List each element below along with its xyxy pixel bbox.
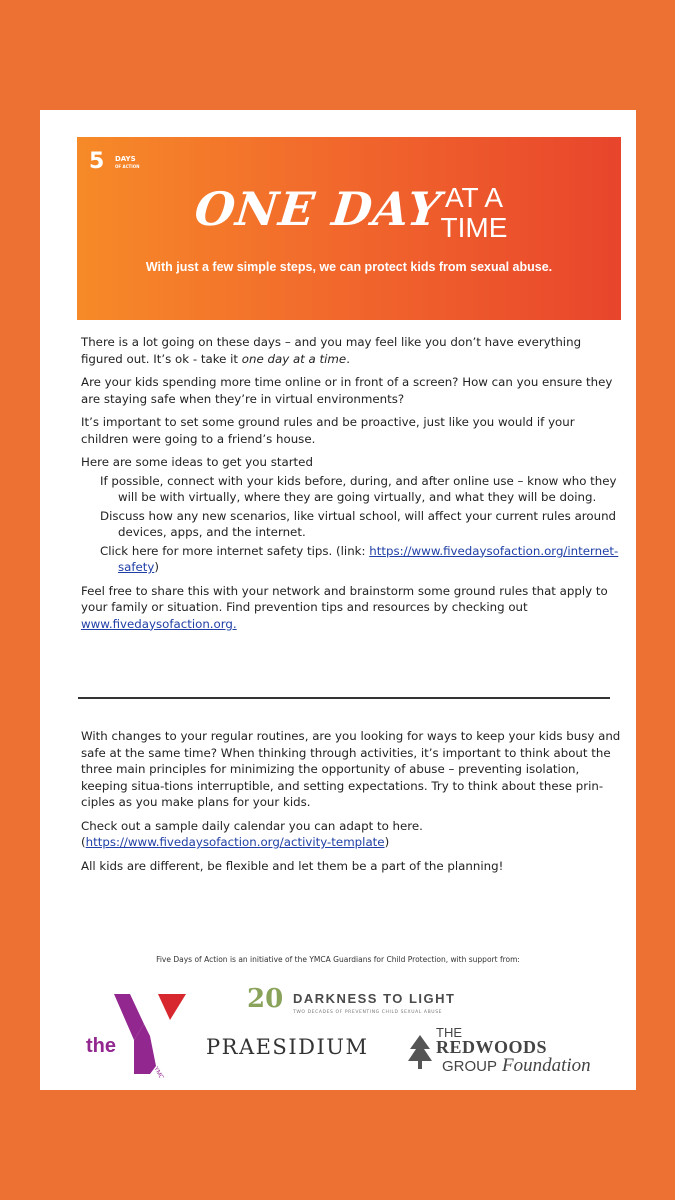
routines-paragraph: With changes to your regular routines, are you looking for ways to keep your kids busy and safe at the same time? When thinking through activities, it’s important to think about the three main principles for minimizing the opportunity of abuse – preventing isolation, keeping situa-tions interruptible, and setting expectations. Try to think about these prin-ciples as you make plans for your kids.: [81, 729, 621, 809]
ideas-heading: Here are some ideas to get you started: [81, 455, 313, 469]
d2l-years: 20: [247, 984, 284, 1014]
ground-rules-paragraph: It’s important to set some ground rules and be proactive, just like you would if your children were going to a friend’s house.: [81, 415, 575, 446]
redwoods-logo: [408, 1025, 618, 1085]
section-online-safety: [81, 334, 621, 639]
divider: [78, 697, 610, 699]
d2l-name: DARKNESS TO LIGHT: [293, 991, 456, 1006]
share-paragraph: Feel free to share this with your network and brainstorm some ground rules that apply to your family or situation. Find prevention tips and resources by checking out www.fivedaysofaction.org.: [81, 583, 608, 631]
screen-time-paragraph: Are your kids spending more time online or in front of a screen? How can you ensure they are staying safe when they’re in virtual environments?: [81, 375, 613, 406]
title-at-a-time: [429, 183, 519, 243]
activity-template-link[interactable]: https://www.fivedaysofaction.org/activity-template: [85, 835, 385, 849]
redwoods-name: REDWOODS: [436, 1037, 548, 1057]
list-item: Click here for more internet safety tips. (link: https://www.fivedaysofaction.org/internet-safety): [100, 543, 619, 574]
ymca-logo: [86, 988, 196, 1078]
internet-safety-link[interactable]: https://www.fivedaysofaction.org/internet-safety: [118, 543, 619, 574]
fivedays-link[interactable]: www.fivedaysofaction.org.: [81, 616, 237, 631]
tree-icon: [408, 1035, 432, 1071]
sponsor-footer-text: Five Days of Action is an initiative of the YMCA Guardians for Child Protection, with support from:: [156, 955, 520, 964]
flyer-document: [40, 110, 636, 1090]
ymca-the: the: [86, 1035, 116, 1057]
title-time: TIME: [440, 212, 508, 243]
days-number: 5: [89, 149, 105, 174]
ymca-y-icon: [86, 988, 196, 1078]
redwoods-group: GROUP: [442, 1058, 498, 1075]
intro-paragraph: There is a lot going on these days – and you may feel like you don’t have everything figured out. It’s ok - take it one day at a time.: [81, 335, 582, 366]
days-sub: OF ACTION: [115, 164, 140, 169]
title-one-day: ONE DAY: [192, 182, 445, 236]
redwoods-the: THE: [436, 1025, 462, 1040]
praesidium-logo: PRAESIDIUM: [206, 1035, 369, 1059]
title-at-a: AT A: [444, 182, 504, 213]
five-days-logo: [89, 149, 140, 174]
tagline: With just a few simple steps, we can protect kids from sexual abuse.: [145, 260, 553, 274]
redwoods-foundation: Foundation: [502, 1055, 591, 1076]
d2l-sub: TWO DECADES OF PREVENTING CHILD SEXUAL ABUSE: [293, 1010, 443, 1015]
ymca-small: YMCA: [152, 1066, 167, 1078]
closing-paragraph: All kids are different, be flexible and let them be a part of the planning!: [81, 858, 504, 873]
header-banner: [77, 137, 621, 320]
section-routines: [81, 728, 621, 881]
calendar-paragraph: Check out a sample daily calendar you can adapt to here. (https://www.fivedaysofaction.org/activity-template): [81, 818, 423, 849]
list-item: If possible, connect with your kids before, during, and after online use – know who they will be with virtually, where they are going virtually, and what they will be doing.: [100, 473, 617, 504]
list-item: Discuss how any new scenarios, like virtual school, will affect your current rules around devices, apps, and the internet.: [100, 508, 617, 539]
days-label: DAYS: [115, 155, 136, 163]
darkness-to-light-logo: [247, 984, 507, 1024]
